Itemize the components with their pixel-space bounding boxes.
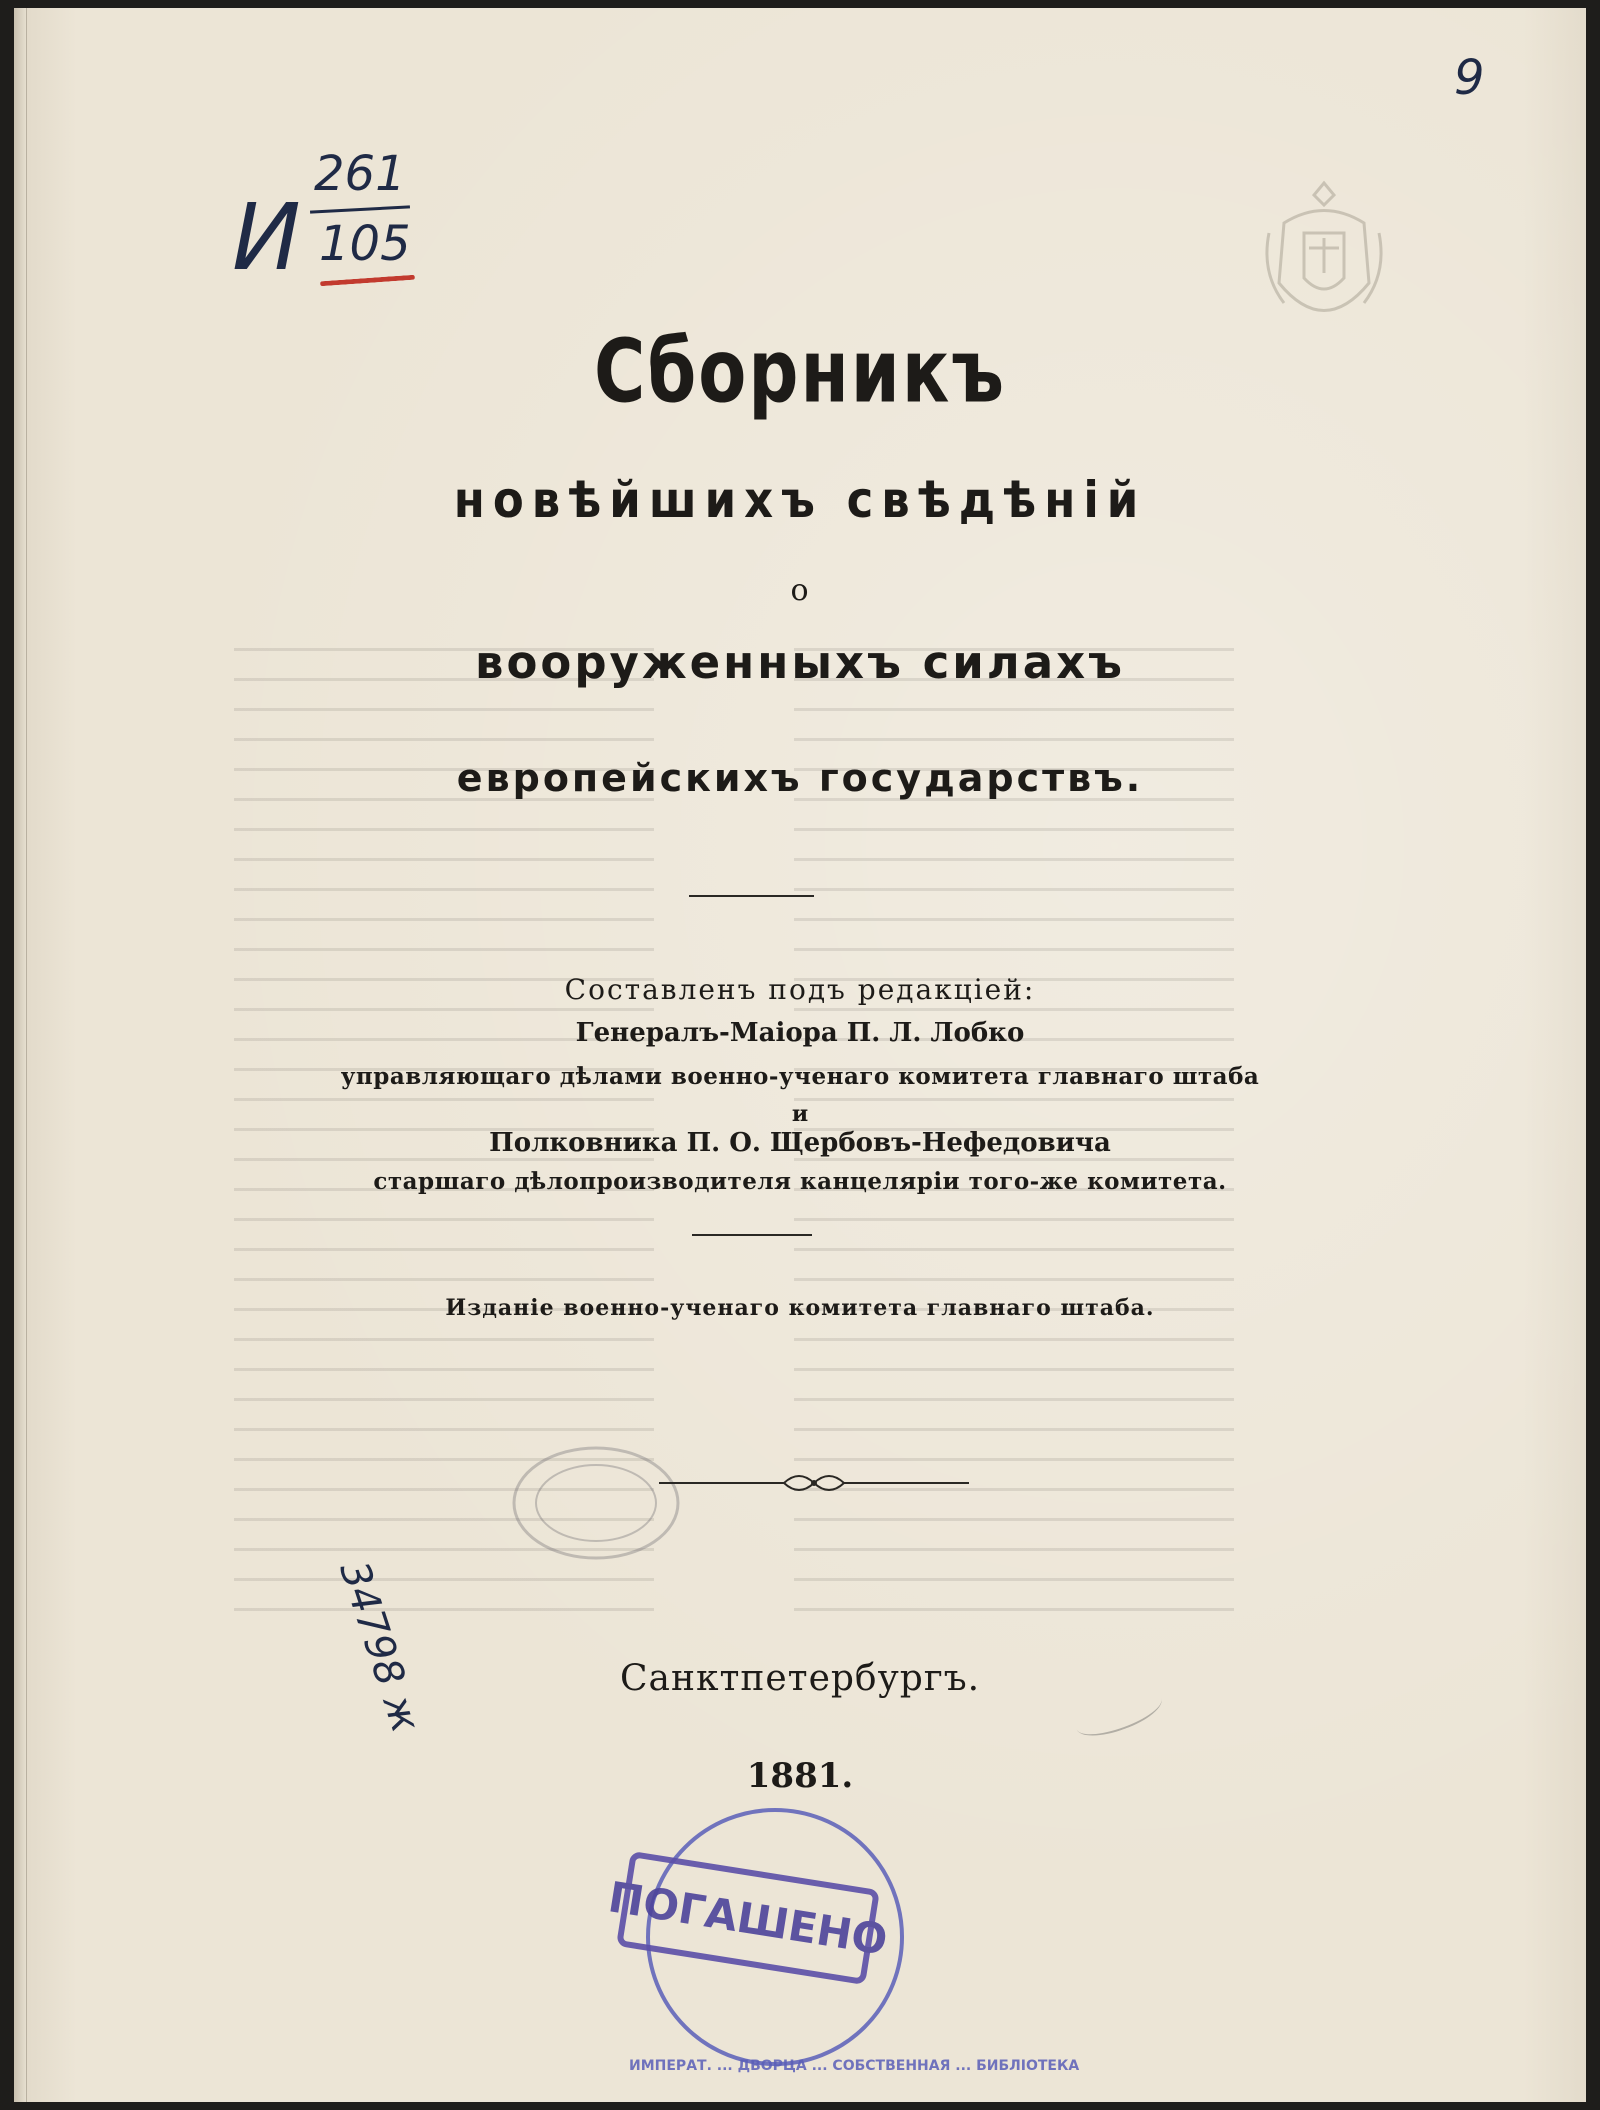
cancelled-stamp: ПОГАШЕНО	[616, 1851, 880, 1985]
subtitle-line-4: европейскихъ государствъ.	[456, 756, 1144, 800]
corner-handwritten-mark: 9	[1454, 50, 1485, 106]
ornament-divider-icon	[654, 1471, 974, 1495]
shelf-mark-fraction-line	[310, 205, 410, 213]
editor-2-role: старшаго дѣлопроизводителя канцеляріи того-же комитета.	[373, 1168, 1227, 1195]
divider-2	[692, 1234, 812, 1236]
editor-1-name: Генералъ-Маіора П. Л. Лобко	[575, 1018, 1025, 1048]
inventory-number: 34798 ж	[330, 1556, 429, 1738]
faint-stamp-icon	[509, 1443, 684, 1563]
page-title: Сборникъ	[594, 320, 1006, 423]
subtitle-line-2: о	[790, 573, 810, 608]
editor-conjunction: и	[791, 1101, 809, 1127]
round-stamp-text: ИМПЕРАТ. ... ДВОРЦА ... СОБСТВЕННАЯ ... БИБЛІОТЕКА	[629, 2058, 1080, 2074]
editor-1-role: управляющаго дѣлами военно-ученаго комитета главнаго штаба	[340, 1063, 1260, 1090]
divider-1	[689, 895, 814, 897]
year-of-publication: 1881.	[746, 1756, 854, 1796]
embossed-seal-icon	[1259, 173, 1389, 338]
document-page	[14, 8, 1586, 2102]
publisher-line: Изданіе военно-ученаго комитета главнаго штаба.	[445, 1295, 1155, 1321]
shelf-mark-red-underline	[320, 275, 415, 287]
shelf-mark-top: 261	[314, 146, 406, 202]
subtitle-line-3: вооруженныхъ силахъ	[475, 636, 1125, 689]
editor-2-name: Полковника П. О. Щербовъ-Нефедовича	[489, 1128, 1111, 1158]
compiled-heading: Составленъ подъ редакціей:	[564, 973, 1036, 1006]
place-of-publication: Санктпетербургъ.	[619, 1658, 981, 1699]
subtitle-line-1: новѣйшихъ свѣдѣній	[453, 471, 1147, 529]
shelf-mark-bottom: 105	[319, 216, 411, 272]
shelf-mark-letter: И	[232, 184, 301, 291]
